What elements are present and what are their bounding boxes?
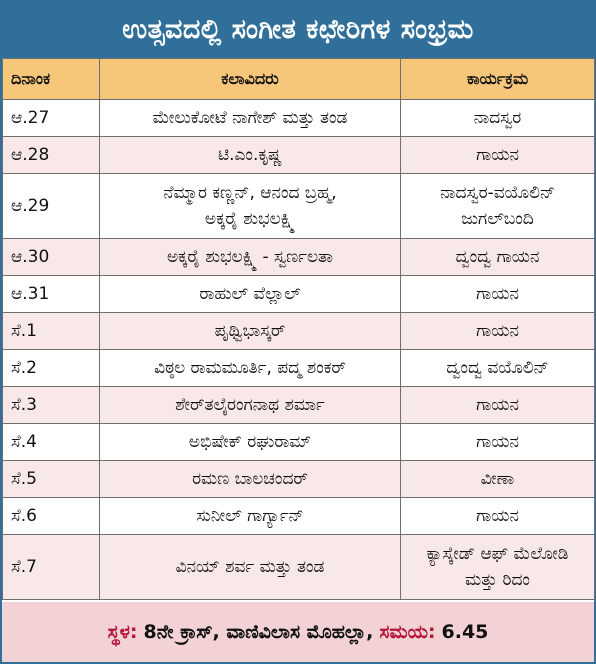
table-row	[3, 174, 595, 239]
artist-cell: ಟಿ.ಎಂ.ಕೃಷ್ಣ	[100, 137, 401, 174]
program-cell: ನಾದಸ್ವರ-ವಯೊಲಿನ್ ಜುಗಲ್‌ಬಂದಿ	[401, 174, 595, 239]
program-cell: ಗಾಯನ	[401, 498, 595, 535]
date-cell: ಆ.28	[3, 137, 100, 174]
venue-value: 8ನೇ ಕ್ರಾಸ್, ವಾಣಿವಿಲಾಸ ಮೊಹಲ್ಲಾ,	[143, 621, 374, 643]
artist-cell: ಪೃಥ್ವಿಭಾಸ್ಕರ್	[100, 313, 401, 350]
program-cell: ಗಾಯನ	[401, 313, 595, 350]
date-cell: ಸೆ.7	[3, 535, 100, 600]
table-row	[3, 313, 595, 350]
table-row	[3, 498, 595, 535]
table-row	[3, 276, 595, 313]
table-row	[3, 461, 595, 498]
date-cell: ಆ.31	[3, 276, 100, 313]
date-cell: ಸೆ.3	[3, 387, 100, 424]
artist-cell: ಸುನೀಲ್ ಗಾರ್ಗ್ಯಾನ್	[100, 498, 401, 535]
column-header-program: ಕಾರ್ಯಕ್ರಮ	[401, 59, 595, 100]
time-label: ಸಮಯ:	[379, 621, 436, 643]
venue-time-footer	[2, 602, 594, 662]
table-body	[3, 100, 595, 600]
date-cell: ಸೆ.4	[3, 424, 100, 461]
time-value: 6.45	[441, 621, 489, 643]
table-row	[3, 387, 595, 424]
artist-cell: ರಾಹುಲ್ ವೆಲ್ಲಾಲ್	[100, 276, 401, 313]
table-row	[3, 239, 595, 276]
date-cell: ಸೆ.2	[3, 350, 100, 387]
program-cell: ಕ್ಯಾಸ್ಕೇಡ್ ಆಫ್ ಮೆಲೋಡಿ ಮತ್ತು ರಿದಂ	[401, 535, 595, 600]
program-cell: ದ್ವಂದ್ವ ವಯೊಲಿನ್	[401, 350, 595, 387]
table-row	[3, 100, 595, 137]
program-cell: ಗಾಯನ	[401, 137, 595, 174]
program-cell: ನಾದಸ್ವರ	[401, 100, 595, 137]
artist-cell: ಅಕ್ಕರೈ ಶುಭಲಕ್ಷ್ಮಿ - ಸ್ವರ್ಣಲತಾ	[100, 239, 401, 276]
table-row	[3, 137, 595, 174]
table-row	[3, 350, 595, 387]
program-cell: ಗಾಯನ	[401, 424, 595, 461]
page-title: ಉತ್ಸವದಲ್ಲಿ ಸಂಗೀತ ಕಛೇರಿಗಳ ಸಂಭ್ರಮ	[2, 2, 594, 58]
date-cell: ಆ.30	[3, 239, 100, 276]
table-row	[3, 535, 595, 600]
table-row	[3, 424, 595, 461]
artist-cell: ವಿನಯ್ ಶರ್ವ ಮತ್ತು ತಂಡ	[100, 535, 401, 600]
artist-cell: ರಮಣ ಬಾಲಚಂದರ್	[100, 461, 401, 498]
date-cell: ಆ.27	[3, 100, 100, 137]
artist-cell: ವಿಠ್ಠಲ ರಾಮಮೂರ್ತಿ, ಪದ್ಮ ಶಂಕರ್	[100, 350, 401, 387]
date-cell: ಸೆ.6	[3, 498, 100, 535]
column-header-artists: ಕಲಾವಿದರು	[100, 59, 401, 100]
venue-label: ಸ್ಥಳ:	[107, 621, 138, 643]
date-cell: ಆ.29	[3, 174, 100, 239]
program-cell: ಗಾಯನ	[401, 387, 595, 424]
program-cell: ದ್ವಂದ್ವ ಗಾಯನ	[401, 239, 595, 276]
artist-cell: ಅಭಿಷೇಕ್ ರಘುರಾಮ್	[100, 424, 401, 461]
artist-cell: ಮೇಲುಕೋಟೆ ನಾಗೇಶ್ ಮತ್ತು ತಂಡ	[100, 100, 401, 137]
artist-cell: ನೆಮ್ಮಾರ ಕಣ್ಣನ್, ಆನಂದ ಬ್ರಹ್ಮ, ಅಕ್ಕರೈ ಶುಭಲಕ್ಷ್ಮಿ	[100, 174, 401, 239]
date-cell: ಸೆ.1	[3, 313, 100, 350]
artist-cell: ಶೇರ್‌ತಲೈರಂಗನಾಥ ಶರ್ಮಾ	[100, 387, 401, 424]
program-cell: ವೀಣಾ	[401, 461, 595, 498]
schedule-table	[2, 58, 595, 600]
program-cell: ಗಾಯನ	[401, 276, 595, 313]
table-header-row	[3, 59, 595, 100]
date-cell: ಸೆ.5	[3, 461, 100, 498]
column-header-date: ದಿನಾಂಕ	[3, 59, 100, 100]
